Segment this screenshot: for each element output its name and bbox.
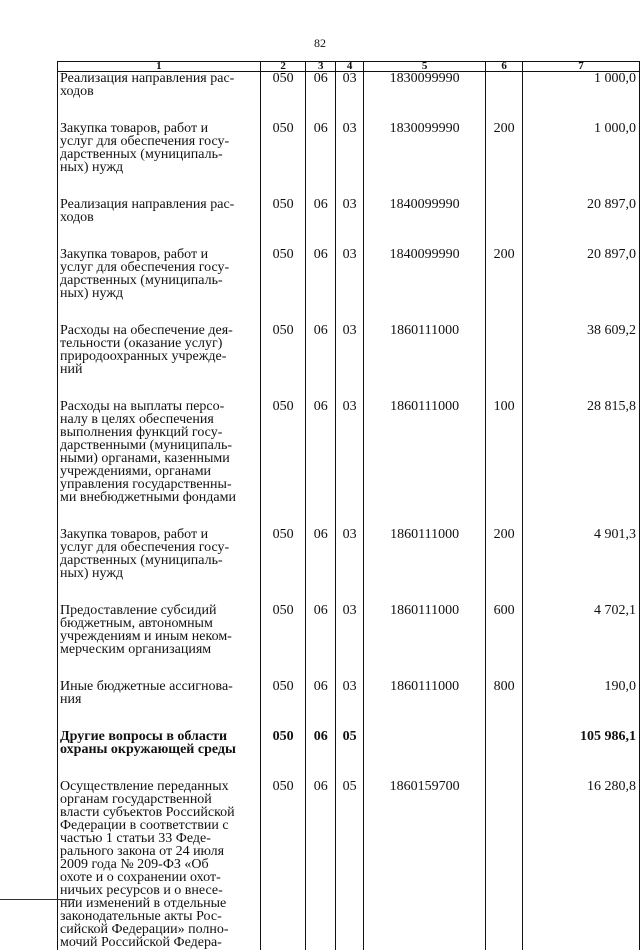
row-target-article-cell [364,730,486,780]
footer-rule [0,899,75,900]
row-section-cell: 06 [306,730,336,780]
row-expense-type-cell: 200 [486,528,523,604]
table-body [58,72,640,950]
row-name-cell: Реализация направления рас- ходов [58,198,261,248]
row-name-cell: Реализация направления рас- ходов [58,72,261,123]
header-col-6: 6 [486,62,523,72]
row-subsection-cell: 03 [336,604,364,680]
row-name-cell: Расходы на выплаты персо- налу в целях обеспечения выполнения функций госу- дарственными (муниципаль- ными) органами, казенными учреждениями, органами управления государственны- ми внебюджетными фондами [58,400,261,528]
row-amount-cell: 190,0 [523,680,640,730]
row-target-article-cell: 1860111000 [364,324,486,400]
header-col-2: 2 [260,62,306,72]
header-col-5: 5 [364,62,486,72]
row-section-cell: 06 [306,400,336,528]
table-row [58,730,640,780]
row-target-article-cell: 1860111000 [364,400,486,528]
header-col-3: 3 [306,62,336,72]
row-amount-cell: 1 000,0 [523,122,640,198]
row-section-cell: 06 [306,198,336,248]
row-name-cell: Закупка товаров, работ и услуг для обеспечения госу- дарственных (муниципаль- ных) нужд [58,122,261,198]
row-amount-cell: 4 702,1 [523,604,640,680]
row-section-cell: 06 [306,248,336,324]
header-col-4: 4 [336,62,364,72]
row-code-cell: 050 [260,780,306,950]
row-target-article-cell: 1830099990 [364,122,486,198]
row-subsection-cell: 03 [336,122,364,198]
budget-table [57,61,640,950]
row-expense-type-cell: 600 [486,604,523,680]
row-section-cell: 06 [306,122,336,198]
row-expense-type-cell: 200 [486,248,523,324]
table-row [58,248,640,324]
row-target-article-cell: 1860111000 [364,528,486,604]
row-subsection-cell: 03 [336,528,364,604]
table-row [58,72,640,123]
row-section-cell: 06 [306,324,336,400]
row-amount-cell: 4 901,3 [523,528,640,604]
row-target-article-cell: 1840099990 [364,248,486,324]
row-code-cell: 050 [260,198,306,248]
row-code-cell: 050 [260,248,306,324]
row-amount-cell: 1 000,0 [523,72,640,123]
row-expense-type-cell: 200 [486,122,523,198]
row-code-cell: 050 [260,400,306,528]
row-subsection-cell: 03 [336,680,364,730]
row-section-cell: 06 [306,680,336,730]
row-subsection-cell: 03 [336,248,364,324]
table-row [58,198,640,248]
row-name-cell: Расходы на обеспечение дея- тельности (оказание услуг) природоохранных учрежде- ний [58,324,261,400]
row-section-cell: 06 [306,528,336,604]
row-section-cell: 06 [306,780,336,950]
table-row [58,122,640,198]
row-expense-type-cell [486,72,523,123]
row-name-cell: Иные бюджетные ассигнова- ния [58,680,261,730]
row-target-article-cell: 1860159700 [364,780,486,950]
row-section-cell: 06 [306,72,336,123]
row-name-cell: Предоставление субсидий бюджетным, автономным учреждениям и иным неком- мерческим организациям [58,604,261,680]
row-expense-type-cell [486,324,523,400]
row-expense-type-cell: 100 [486,400,523,528]
row-target-article-cell: 1860111000 [364,680,486,730]
row-expense-type-cell [486,780,523,950]
table-row [58,680,640,730]
row-code-cell: 050 [260,604,306,680]
row-amount-cell: 20 897,0 [523,248,640,324]
row-subsection-cell: 03 [336,400,364,528]
row-amount-cell: 20 897,0 [523,198,640,248]
table-row [58,528,640,604]
row-name-cell: Другие вопросы в области охраны окружающей среды [58,730,261,780]
row-subsection-cell: 05 [336,780,364,950]
row-subsection-cell: 05 [336,730,364,780]
table-row [58,400,640,528]
row-code-cell: 050 [260,528,306,604]
row-code-cell: 050 [260,680,306,730]
row-name-cell: Закупка товаров, работ и услуг для обеспечения госу- дарственных (муниципаль- ных) нужд [58,528,261,604]
row-amount-cell: 28 815,8 [523,400,640,528]
row-name-cell: Закупка товаров, работ и услуг для обеспечения госу- дарственных (муниципаль- ных) нужд [58,248,261,324]
row-subsection-cell: 03 [336,198,364,248]
row-amount-cell: 38 609,2 [523,324,640,400]
row-amount-cell: 16 280,8 [523,780,640,950]
table-row [58,324,640,400]
row-subsection-cell: 03 [336,324,364,400]
row-target-article-cell: 1840099990 [364,198,486,248]
table-row [58,604,640,680]
row-subsection-cell: 03 [336,72,364,123]
header-col-7: 7 [523,62,640,72]
row-expense-type-cell [486,198,523,248]
row-code-cell: 050 [260,324,306,400]
row-code-cell: 050 [260,122,306,198]
row-expense-type-cell: 800 [486,680,523,730]
row-target-article-cell: 1830099990 [364,72,486,123]
header-row [58,62,640,72]
row-code-cell: 050 [260,730,306,780]
table-row [58,780,640,950]
row-amount-cell: 105 986,1 [523,730,640,780]
row-section-cell: 06 [306,604,336,680]
row-expense-type-cell [486,730,523,780]
header-col-1: 1 [58,62,261,72]
row-name-cell: Осуществление переданных органам государственной власти субъектов Российской Федерации в соответствии с частью 1 статьи 33 Феде- рального закона от 24 июля 2009 года № 209-ФЗ «Об охоте и о сохранении охот- ничьих ресурсов и о внесе- нии изменений в отдельные законодательные акты Рос- сийской Федерации» полно- мочий Российской Федера- [58,780,261,950]
page-number: 82 [0,36,640,51]
row-target-article-cell: 1860111000 [364,604,486,680]
row-code-cell: 050 [260,72,306,123]
